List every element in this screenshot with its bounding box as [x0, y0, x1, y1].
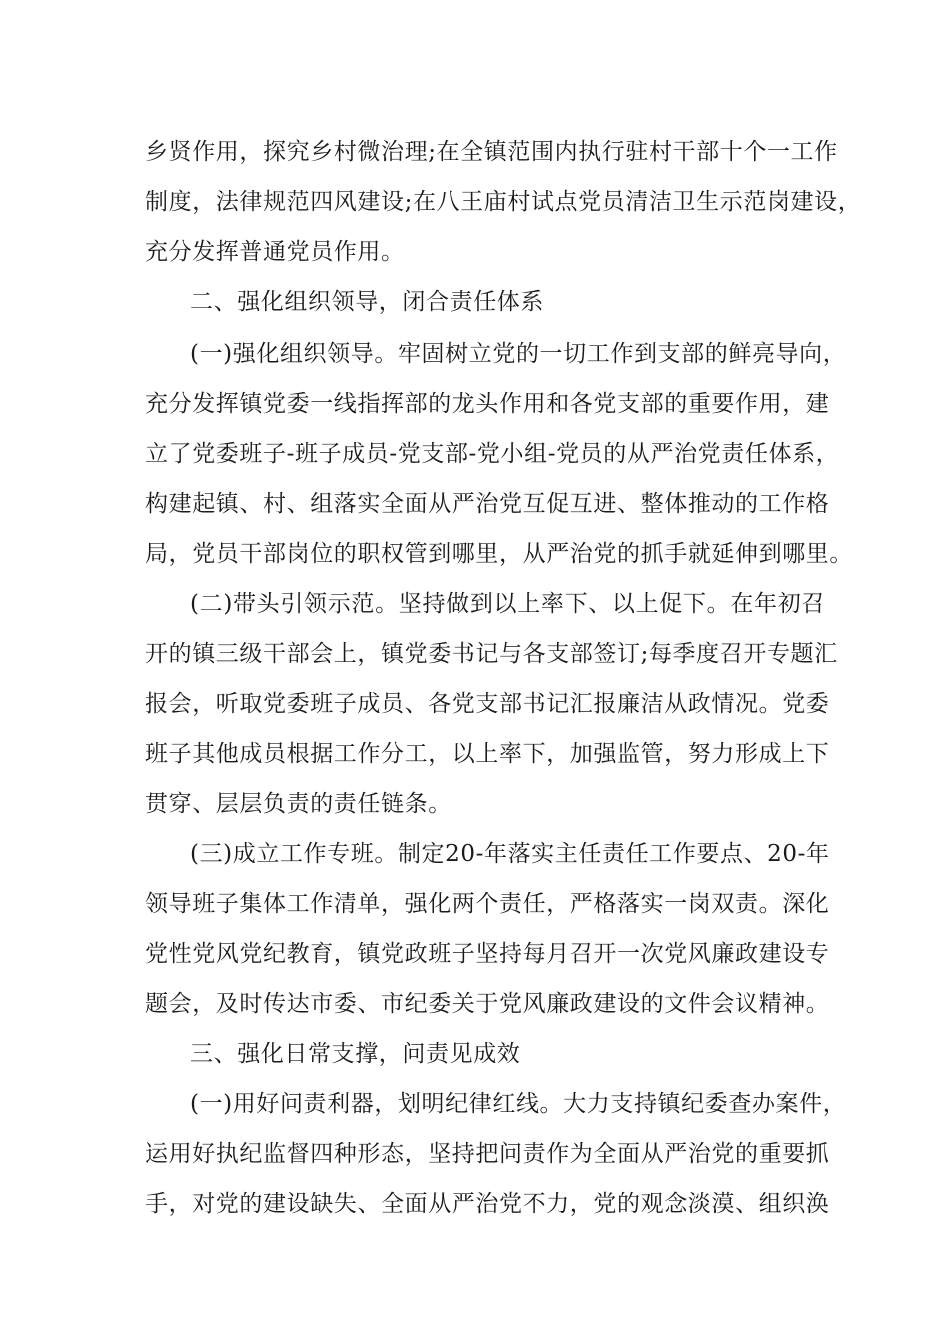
paragraph-line: 领导班子集体工作清单，强化两个责任，严格落实一岗双责。深化: [145, 891, 830, 917]
paragraph-line: 班子其他成员根据工作分工，以上率下，加强监管，努力形成上下: [145, 741, 830, 767]
paragraph-line: 乡贤作用，探究乡村微治理;在全镇范围内执行驻村干部十个一工作: [145, 139, 838, 165]
paragraph-line: 充分发挥普通党员作用。: [145, 239, 405, 265]
paragraph-line: 报会，听取党委班子成员、各党支部书记汇报廉洁从政情况。党委: [145, 691, 830, 717]
paragraph-line: (一)强化组织领导。牢固树立党的一切工作到支部的鲜亮导向，: [190, 341, 847, 367]
section-heading: 三、强化日常支撑，问责见成效: [190, 1041, 521, 1067]
paragraph-line: 充分发挥镇党委一线指挥部的龙头作用和各党支部的重要作用，建: [145, 391, 830, 417]
paragraph-line: 制度，法律规范四风建设;在八王庙村试点党员清洁卫生示范岗建设，: [145, 189, 862, 215]
paragraph-line: (二)带头引领示范。坚持做到以上率下、以上促下。在年初召: [190, 591, 825, 617]
paragraph-line: 党性党风党纪教育，镇党政班子坚持每月召开一次党风廉政建设专: [145, 941, 830, 967]
paragraph-line: (三)成立工作专班。制定20-年落实主任责任工作要点、20-年: [190, 841, 830, 867]
section-heading: 二、强化组织领导，闭合责任体系: [190, 289, 544, 315]
paragraph-line: 开的镇三级干部会上，镇党委书记与各支部签订;每季度召开专题汇: [145, 641, 838, 667]
paragraph-line: 手，对党的建设缺失、全面从严治党不力，党的观念淡漠、组织涣: [145, 1191, 830, 1217]
paragraph-line: 局，党员干部岗位的职权管到哪里，从严治党的抓手就延伸到哪里。: [145, 541, 853, 567]
paragraph-line: 贯穿、层层负责的责任链条。: [145, 791, 452, 817]
paragraph-line: 运用好执纪监督四种形态，坚持把问责作为全面从严治党的重要抓: [145, 1141, 830, 1167]
paragraph-line: (一)用好问责利器，划明纪律红线。大力支持镇纪委查办案件，: [190, 1091, 847, 1117]
paragraph-line: 题会，及时传达市委、市纪委关于党风廉政建设的文件会议精神。: [145, 991, 830, 1017]
paragraph-line: 构建起镇、村、组落实全面从严治党互促互进、整体推动的工作格: [145, 491, 830, 517]
paragraph-line: 立了党委班子-班子成员-党支部-党小组-党员的从严治党责任体系，: [145, 441, 840, 467]
